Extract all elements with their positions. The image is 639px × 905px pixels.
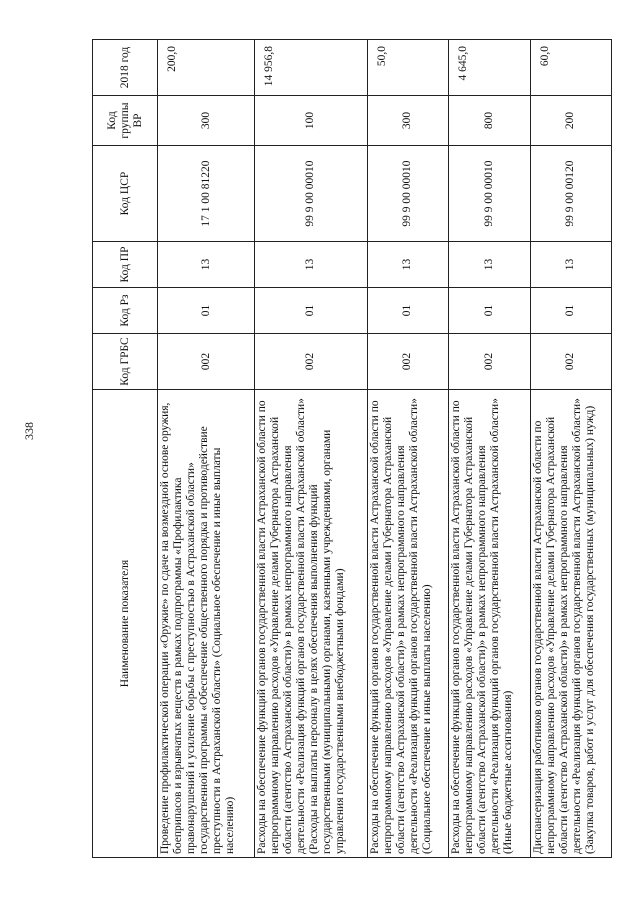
row-amount: 200,0 [158, 40, 255, 96]
header-rz: Код Рз [93, 288, 158, 334]
row-vr: 200 [530, 96, 611, 146]
row-rz: 01 [530, 288, 611, 334]
row-name: Проведение профилактической операции «Оружие» по сдаче на возмездной основе оружия, боеприпасов и взрывчатых веществ в рамках подпрограммы «Профилактика правонарушений и усиление борьбы с преступностью в Астраханской области» государственной программы «Обеспечение общественного порядка и противодействие преступности в Астраханской области» (Социальное обеспечение и иные выплаты населению) [158, 390, 255, 858]
row-grbs: 002 [158, 334, 255, 390]
row-pr: 13 [530, 242, 611, 288]
row-pr: 13 [158, 242, 255, 288]
table-row [255, 40, 368, 858]
row-name: Расходы на обеспечение функций органов государственной власти Астраханской области по непрограммному направлению расходов «Управление делами Губернатора Астраханской области (агентство Астраханской области)» в рамках непрограммного направления деятельности «Реализация функций органов государственной власти Астраханской области» (Социальное обеспечение и иные выплаты населению) [367, 390, 448, 858]
row-amount: 14 956,8 [255, 40, 368, 96]
table-row [158, 40, 255, 858]
row-pr: 13 [449, 242, 530, 288]
row-vr: 800 [449, 96, 530, 146]
table-header-row [93, 40, 158, 858]
header-pr: Код ПР [93, 242, 158, 288]
page-number: 338 [22, 422, 36, 440]
row-pr: 13 [255, 242, 368, 288]
row-name: Расходы на обеспечение функций органов государственной власти Астраханской области по непрограммному направлению расходов «Управление делами Губернатора Астраханской области (агентство Астраханской области)» в рамках непрограммного направления деятельности «Реализация функций органов государственной власти Астраханской области» (Расходы на выплаты персоналу в целях обеспечения выполнения функций государственными (муниципальными) органами, казенными учреждениями, органами управления государственными внебюджетными фондами) [255, 390, 368, 858]
row-amount: 4 645,0 [449, 40, 530, 96]
row-vr: 100 [255, 96, 368, 146]
header-year: 2018 год [93, 40, 158, 96]
row-vr: 300 [367, 96, 448, 146]
row-csr: 99 9 00 00010 [255, 146, 368, 242]
row-csr: 99 9 00 00010 [449, 146, 530, 242]
row-vr: 300 [158, 96, 255, 146]
row-amount: 60,0 [530, 40, 611, 96]
row-csr: 99 9 00 00120 [530, 146, 611, 242]
row-csr: 99 9 00 00010 [367, 146, 448, 242]
row-rz: 01 [449, 288, 530, 334]
table-row [449, 40, 530, 858]
row-rz: 01 [255, 288, 368, 334]
row-grbs: 002 [530, 334, 611, 390]
row-rz: 01 [158, 288, 255, 334]
budget-table [92, 39, 612, 858]
header-vr: Код группы ВР [93, 96, 158, 146]
header-csr: Код ЦСР [93, 146, 158, 242]
rotated-table-container [92, 40, 612, 858]
row-grbs: 002 [367, 334, 448, 390]
row-grbs: 002 [449, 334, 530, 390]
row-name: Диспансеризация работников органов государственной власти Астраханской области по непрограммному направлению расходов «Управление делами Губернатора Астраханской области (агентство Астраханской области)» в рамках непрограммного направления деятельности «Реализация функций органов государственной власти Астраханской области» (Закупка товаров, работ и услуг для обеспечения государственных (муниципальных) нужд) [530, 390, 611, 858]
row-rz: 01 [367, 288, 448, 334]
table-row [367, 40, 448, 858]
header-name: Наименование показателя [93, 390, 158, 858]
row-amount: 50,0 [367, 40, 448, 96]
row-pr: 13 [367, 242, 448, 288]
row-grbs: 002 [255, 334, 368, 390]
table-row [530, 40, 611, 858]
header-grbs: Код ГРБС [93, 334, 158, 390]
row-csr: 17 1 00 81220 [158, 146, 255, 242]
row-name: Расходы на обеспечение функций органов государственной власти Астраханской области по непрограммному направлению расходов «Управление делами Губернатора Астраханской области (агентство Астраханской области)» в рамках непрограммного направления деятельности «Реализация функций органов государственной власти Астраханской области» (Иные бюджетные ассигнования) [449, 390, 530, 858]
